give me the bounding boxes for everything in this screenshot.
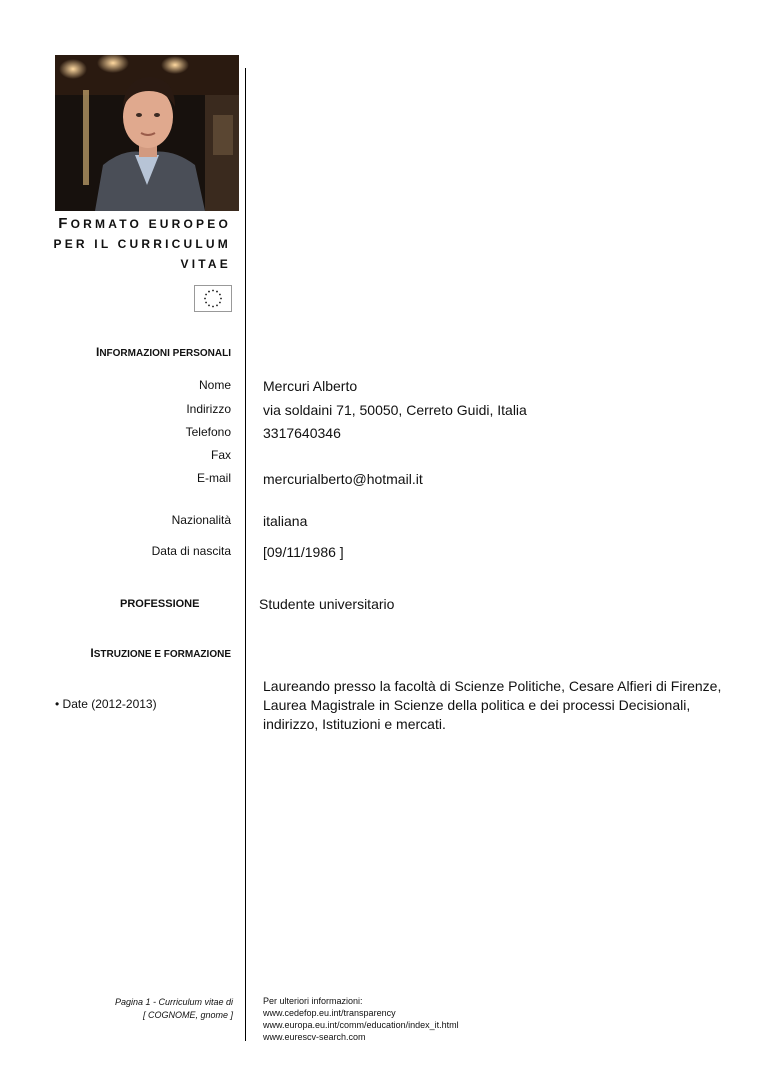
eu-star [219,302,221,304]
eu-star [220,298,222,300]
birthdate-value: [09/11/1986 ] [263,544,344,560]
personal-info-heading: INFORMAZIONI PERSONALI [95,345,231,359]
eu-star [216,291,218,293]
eu-star [208,305,210,307]
birthdate-label: Data di nascita [151,544,231,558]
eu-star [204,298,206,300]
education-heading: ISTRUZIONE E FORMAZIONE [90,646,231,660]
email-label: E-mail [196,471,231,485]
profession-value: Studente universitario [259,596,395,612]
education-date: • Date (2012-2013) [55,697,157,711]
eu-star [219,294,221,296]
phone-value: 3317640346 [263,425,341,441]
footer-links [263,995,459,1043]
footer-link-cedefop[interactable]: www.cedefop.eu.int/transparency [263,1008,396,1018]
eu-star [212,290,214,292]
eu-star [216,305,218,307]
title-line-3: VITAE [180,257,231,271]
footer-link-eurescv[interactable]: www.eurescv-search.com [263,1032,366,1042]
profile-photo [55,55,239,211]
title-line-1: FORMATO EUROPEO [58,215,231,232]
footer-page-line: Pagina 1 - Curriculum vitae di [114,997,233,1007]
email-value: mercurialberto@hotmail.it [263,471,423,487]
footer-page-info [115,996,233,1022]
address-label: Indirizzo [186,402,231,416]
nationality-label: Nazionalità [171,513,231,527]
phone-label: Telefono [185,425,231,439]
eu-star [212,306,214,308]
education-description: Laureando presso la facoltà di Scienze Politiche, Cesare Alfieri di Firenze, Laurea Magistrale in Scienze della politica e dei processi Decisionali, indirizzo, Istituzioni e mercati. [263,678,722,732]
eu-star [208,291,210,293]
eu-star [205,294,207,296]
footer-name-line: [ COGNOME, gnome ] [142,1010,233,1020]
fax-label: Fax [210,448,231,462]
footer-info-label: Per ulteriori informazioni: [263,996,363,1006]
address-value: via soldaini 71, 50050, Cerreto Guidi, Italia [263,402,527,418]
cv-title [53,214,231,274]
footer-link-europa[interactable]: www.europa.eu.int/comm/education/index_it.html [263,1020,459,1030]
profession-heading: PROFESSIONE [120,598,200,610]
title-line-2: PER IL CURRICULUM [53,237,231,251]
nationality-value: italiana [263,513,308,529]
eu-flag-icon [194,285,232,312]
name-value: Mercuri Alberto [263,378,358,394]
name-label: Nome [198,378,231,392]
eu-star [205,302,207,304]
column-divider [245,68,246,1041]
